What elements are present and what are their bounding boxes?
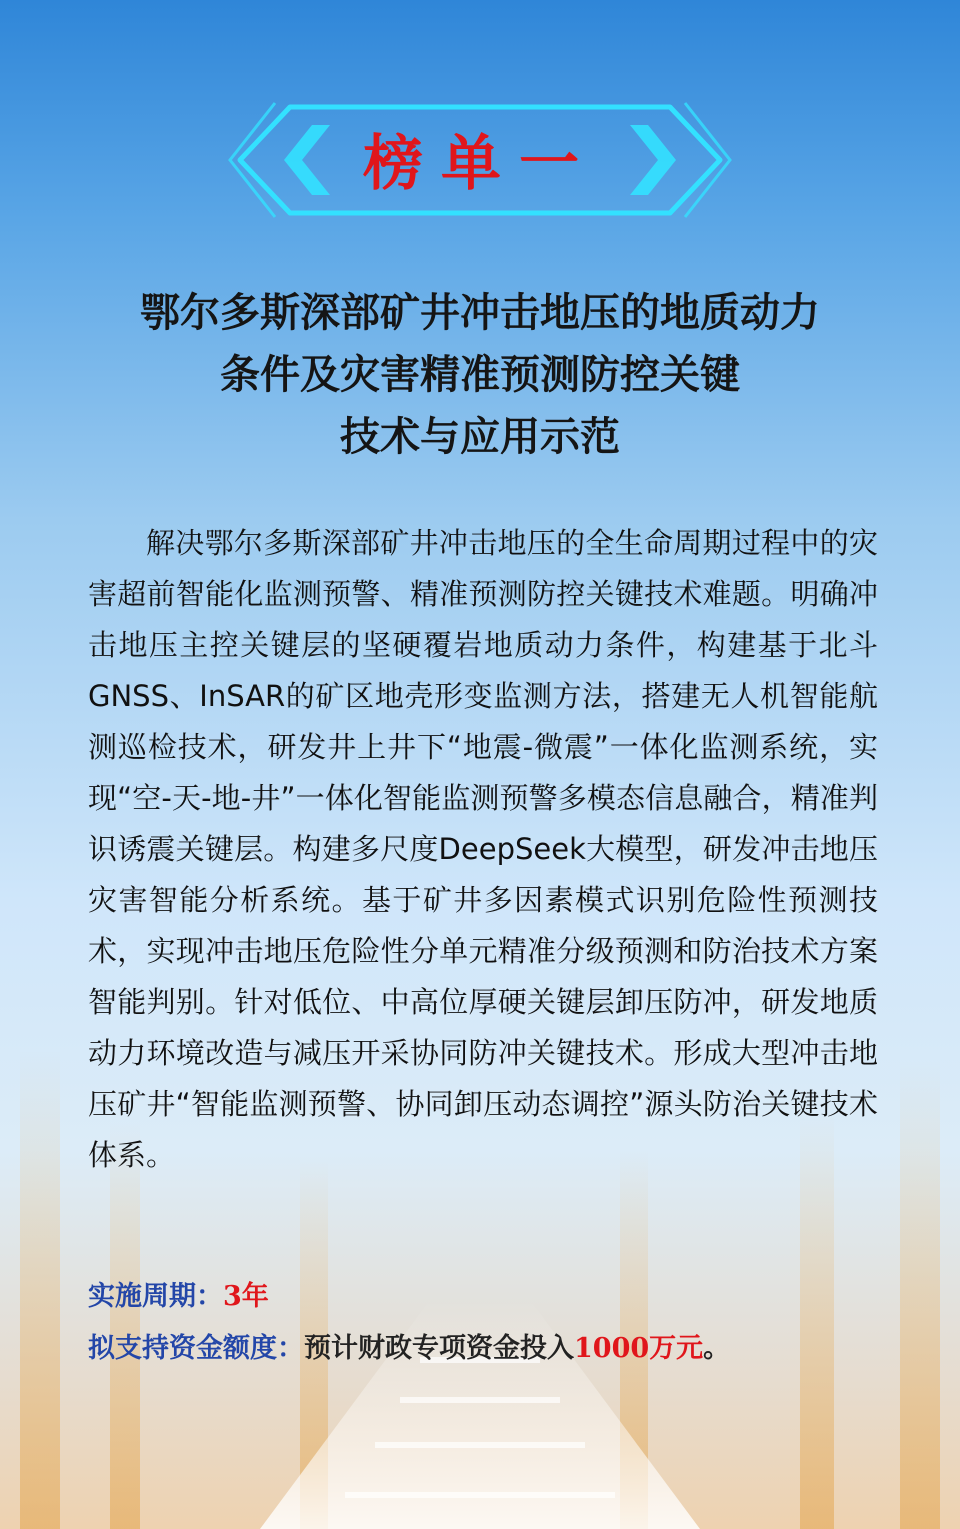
funding-label: 拟支持资金额度： <box>88 1333 304 1364</box>
funding-line <box>88 1326 888 1365</box>
period-label: 实施周期： <box>88 1281 223 1312</box>
page-heading <box>60 282 900 468</box>
period-value: 3年 <box>223 1281 269 1312</box>
funding-suffix: 。 <box>703 1333 731 1364</box>
description-block <box>88 518 878 1181</box>
funding-text: 预计财政专项资金投入 <box>304 1333 574 1364</box>
banner-title: 榜单一 <box>363 129 597 199</box>
funding-amount: 1000万元 <box>574 1333 704 1364</box>
description-paragraph: 解决鄂尔多斯深部矿井冲击地压的全生命周期过程中的灾害超前智能化监测预警、精准预测防控关键技术难题。明确冲击地压主控关键层的坚硬覆岩地质动力条件，构建基于北斗GNSS、InSAR的矿区地壳形变监测方法，搭建无人机智能航测巡检技术，研发井上井下“地震-微震”一体化监测系统，实现“空-天-地-井”一体化智能监测预警多模态信息融合，精准判识诱震关键层。构建多尺度DeepSeek大模型，研发冲击地压灾害智能分析系统。基于矿井多因素模式识别危险性预测技术，实现冲击地压危险性分单元精准分级预测和防治技术方案智能判别。针对低位、中高位厚硬关键层卸压防冲，研发地质动力环境改造与减压开采协同防冲关键技术。形成大型冲击地压矿井“智能监测预警、协同卸压动态调控”源头防治关键技术体系。 <box>88 526 878 1172</box>
period-line <box>88 1274 888 1313</box>
heading-line-1: 鄂尔多斯深部矿井冲击地压的地质动力 <box>140 289 820 336</box>
heading-line-3: 技术与应用示范 <box>340 413 620 460</box>
heading-line-2: 条件及灾害精准预测防控关键 <box>220 351 740 398</box>
